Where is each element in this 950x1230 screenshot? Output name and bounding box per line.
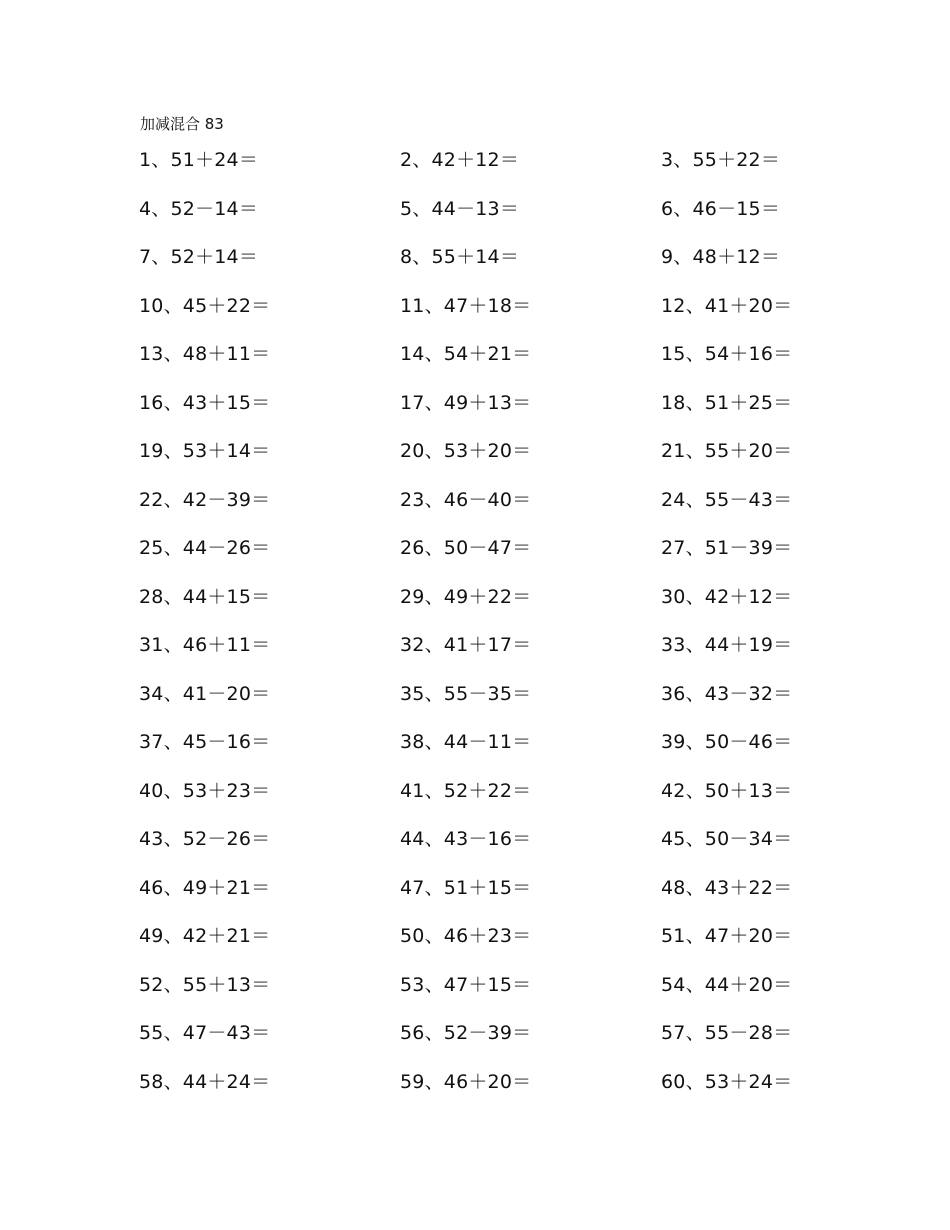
problem-item: 46、49＋21＝ <box>139 876 271 899</box>
problem-item: 29、49＋22＝ <box>400 585 532 608</box>
problem-item: 45、50－34＝ <box>661 828 793 850</box>
problem-item: 15、54＋16＝ <box>661 343 793 365</box>
problem-item: 47、51＋15＝ <box>400 876 532 899</box>
problem-item: 16、43＋15＝ <box>139 391 271 414</box>
problem-item: 43、52－26＝ <box>139 828 271 850</box>
problem-item: 22、42－39＝ <box>139 488 271 511</box>
problem-item: 40、53＋23＝ <box>139 779 271 802</box>
problem-item: 59、46＋20＝ <box>400 1070 532 1093</box>
problem-item: 23、46－40＝ <box>400 488 532 511</box>
problem-item: 39、50－46＝ <box>661 731 793 753</box>
problem-item: 14、54＋21＝ <box>400 343 532 365</box>
problem-item: 48、43＋22＝ <box>661 876 793 899</box>
problem-item: 34、41－20＝ <box>139 682 271 705</box>
problem-item: 58、44＋24＝ <box>139 1070 271 1093</box>
problem-item: 57、55－28＝ <box>661 1022 793 1044</box>
problem-item: 36、43－32＝ <box>661 682 793 705</box>
problem-item: 56、52－39＝ <box>400 1022 532 1044</box>
problem-item: 19、53＋14＝ <box>139 440 271 462</box>
problem-item: 13、48＋11＝ <box>139 343 271 365</box>
problem-item: 26、50－47＝ <box>400 537 532 559</box>
problem-item: 52、55＋13＝ <box>139 973 271 996</box>
problem-item: 33、44＋19＝ <box>661 634 793 656</box>
problem-item: 37、45－16＝ <box>139 731 271 753</box>
problem-item: 10、45＋22＝ <box>139 294 271 317</box>
problem-item: 28、44＋15＝ <box>139 585 271 608</box>
problem-item: 12、41＋20＝ <box>661 294 793 317</box>
problem-item: 5、44－13＝ <box>400 197 520 220</box>
problem-item: 7、52＋14＝ <box>139 246 259 268</box>
problem-item: 1、51＋24＝ <box>139 149 259 171</box>
problem-item: 50、46＋23＝ <box>400 925 532 947</box>
problem-item: 6、46－15＝ <box>661 197 781 220</box>
problem-item: 2、42＋12＝ <box>400 149 520 171</box>
problem-item: 51、47＋20＝ <box>661 925 793 947</box>
problem-grid <box>139 145 839 1115</box>
problem-item: 18、51＋25＝ <box>661 391 793 414</box>
problem-item: 60、53＋24＝ <box>661 1070 793 1093</box>
problem-item: 42、50＋13＝ <box>661 779 793 802</box>
problem-item: 24、55－43＝ <box>661 488 793 511</box>
problem-item: 55、47－43＝ <box>139 1022 271 1044</box>
problem-item: 8、55＋14＝ <box>400 246 520 268</box>
problem-item: 35、55－35＝ <box>400 682 532 705</box>
problem-item: 38、44－11＝ <box>400 731 532 753</box>
problem-item: 11、47＋18＝ <box>400 294 532 317</box>
problem-item: 20、53＋20＝ <box>400 440 532 462</box>
problem-item: 31、46＋11＝ <box>139 634 271 656</box>
problem-item: 25、44－26＝ <box>139 537 271 559</box>
problem-item: 3、55＋22＝ <box>661 149 781 171</box>
problem-item: 30、42＋12＝ <box>661 585 793 608</box>
problem-item: 44、43－16＝ <box>400 828 532 850</box>
problem-item: 49、42＋21＝ <box>139 925 271 947</box>
problem-item: 54、44＋20＝ <box>661 973 793 996</box>
problem-item: 27、51－39＝ <box>661 537 793 559</box>
problem-item: 17、49＋13＝ <box>400 391 532 414</box>
problem-item: 9、48＋12＝ <box>661 246 781 268</box>
problem-item: 41、52＋22＝ <box>400 779 532 802</box>
worksheet-title: 加减混合 83 <box>140 115 224 133</box>
problem-item: 53、47＋15＝ <box>400 973 532 996</box>
problem-item: 32、41＋17＝ <box>400 634 532 656</box>
problem-item: 21、55＋20＝ <box>661 440 793 462</box>
problem-item: 4、52－14＝ <box>139 197 259 220</box>
